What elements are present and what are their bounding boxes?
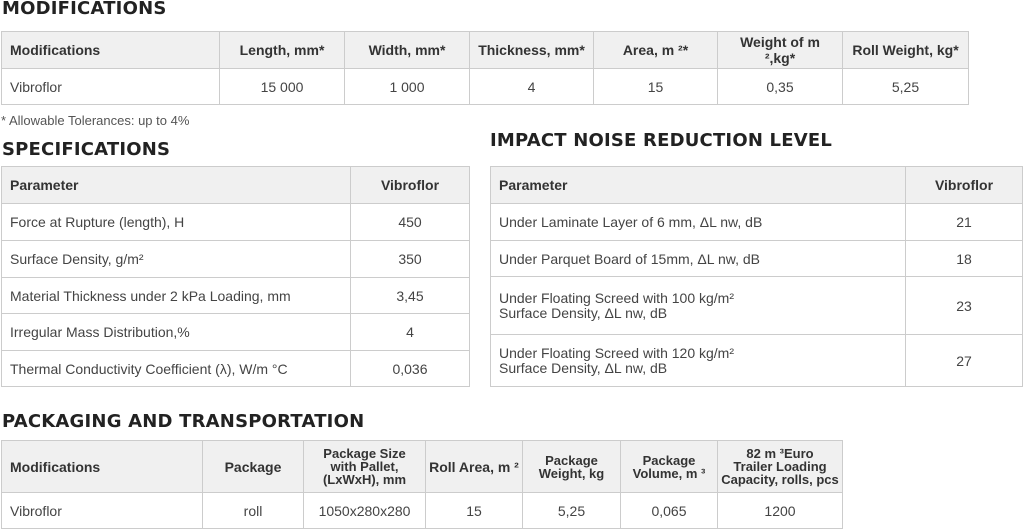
cell-roll-area: 15 <box>426 493 523 529</box>
impact-parameter-line1: Under Floating Screed with 120 kg/m² <box>499 344 734 361</box>
table-row <box>2 314 470 351</box>
table-row <box>2 204 470 241</box>
packaging-title: PACKAGING AND TRANSPORTATION <box>2 411 365 432</box>
header-package-volume <box>621 441 718 493</box>
header-trailer-line1: 82 m ³Euro <box>746 446 814 461</box>
header-roll-weight: Roll Weight, kg* <box>843 32 969 69</box>
header-thickness: Thickness, mm* <box>470 32 594 69</box>
header-vibroflor: Vibroflor <box>351 167 470 204</box>
spec-parameter: Material Thickness under 2 kPa Loading, mm <box>2 278 351 314</box>
table-header-row <box>2 441 843 493</box>
impact-parameter <box>491 277 906 335</box>
spec-value: 4 <box>351 314 470 351</box>
header-package-weight <box>523 441 621 493</box>
cell-roll-weight: 5,25 <box>843 69 969 105</box>
cell-modification: Vibroflor <box>2 493 203 529</box>
spec-parameter: Thermal Conductivity Coefficient (λ), W/m °C <box>2 351 351 387</box>
header-weight-per-m2: Weight of m ²,kg* <box>718 32 843 69</box>
spec-value: 0,036 <box>351 351 470 387</box>
packaging-table <box>1 440 843 529</box>
header-package: Package <box>203 441 304 493</box>
header-package-weight-line1: Package <box>545 452 598 468</box>
impact-parameter: Under Laminate Layer of 6 mm, ΔL nw, dB <box>491 204 906 241</box>
table-row <box>491 204 1023 241</box>
header-width: Width, mm* <box>345 32 470 69</box>
cell-length: 15 000 <box>220 69 345 105</box>
table-row <box>491 335 1023 387</box>
impact-parameter-line2: Surface Density, ΔL nw, dB <box>499 304 668 321</box>
header-package-weight-line2: Weight, kg <box>538 465 605 481</box>
header-package-size-line2: with Pallet, <box>330 459 399 474</box>
spec-parameter: Surface Density, g/m² <box>2 241 351 278</box>
header-trailer-line2: Trailer Loading <box>733 459 827 474</box>
specifications-table <box>1 166 470 387</box>
impact-parameter-line1: Under Floating Screed with 100 kg/m² <box>499 289 734 306</box>
table-header-row <box>2 32 969 69</box>
modifications-table <box>1 31 969 105</box>
table-header-row <box>491 167 1023 204</box>
spec-value: 450 <box>351 204 470 241</box>
header-parameter: Parameter <box>491 167 906 204</box>
table-row <box>2 351 470 387</box>
cell-area: 15 <box>594 69 718 105</box>
table-row <box>2 241 470 278</box>
table-row <box>2 69 969 105</box>
header-trailer-line3: Capacity, rolls, pcs <box>721 472 839 487</box>
header-modifications: Modifications <box>2 441 203 493</box>
table-row <box>2 493 843 529</box>
header-package-volume-line2: Volume, m ³ <box>632 465 706 481</box>
header-length: Length, mm* <box>220 32 345 69</box>
cell-modification: Vibroflor <box>2 69 220 105</box>
header-parameter: Parameter <box>2 167 351 204</box>
impact-title: IMPACT NOISE REDUCTION LEVEL <box>490 130 833 151</box>
impact-value: 23 <box>906 277 1023 335</box>
spec-value: 350 <box>351 241 470 278</box>
spec-parameter: Force at Rupture (length), H <box>2 204 351 241</box>
header-vibroflor: Vibroflor <box>906 167 1023 204</box>
header-roll-area: Roll Area, m ² <box>426 441 523 493</box>
impact-value: 27 <box>906 335 1023 387</box>
tolerance-note: * Allowable Tolerances: up to 4% <box>1 113 190 128</box>
impact-parameter: Under Parquet Board of 15mm, ΔL nw, dB <box>491 241 906 277</box>
spec-value: 3,45 <box>351 278 470 314</box>
impact-parameter <box>491 335 906 387</box>
cell-width: 1 000 <box>345 69 470 105</box>
table-row <box>491 277 1023 335</box>
impact-table <box>490 166 1023 387</box>
specifications-title: SPECIFICATIONS <box>2 139 171 160</box>
impact-value: 18 <box>906 241 1023 277</box>
modifications-title: MODIFICATIONS <box>2 0 167 19</box>
cell-package-size: 1050x280x280 <box>304 493 426 529</box>
cell-trailer-capacity: 1200 <box>718 493 843 529</box>
spec-parameter: Irregular Mass Distribution,% <box>2 314 351 351</box>
table-header-row <box>2 167 470 204</box>
header-modifications: Modifications <box>2 32 220 69</box>
table-row <box>2 278 470 314</box>
cell-package: roll <box>203 493 304 529</box>
cell-package-weight: 5,25 <box>523 493 621 529</box>
cell-thickness: 4 <box>470 69 594 105</box>
header-package-size-line3: (LxWxH), mm <box>322 472 407 487</box>
impact-parameter-line2: Surface Density, ΔL nw, dB <box>499 359 668 376</box>
header-package-size <box>304 441 426 493</box>
table-row <box>491 241 1023 277</box>
cell-package-volume: 0,065 <box>621 493 718 529</box>
cell-weight-per-m2: 0,35 <box>718 69 843 105</box>
header-package-volume-line1: Package <box>642 452 696 468</box>
header-area: Area, m ²* <box>594 32 718 69</box>
header-package-size-line1: Package Size <box>323 446 406 461</box>
header-trailer-capacity <box>718 441 843 493</box>
impact-value: 21 <box>906 204 1023 241</box>
